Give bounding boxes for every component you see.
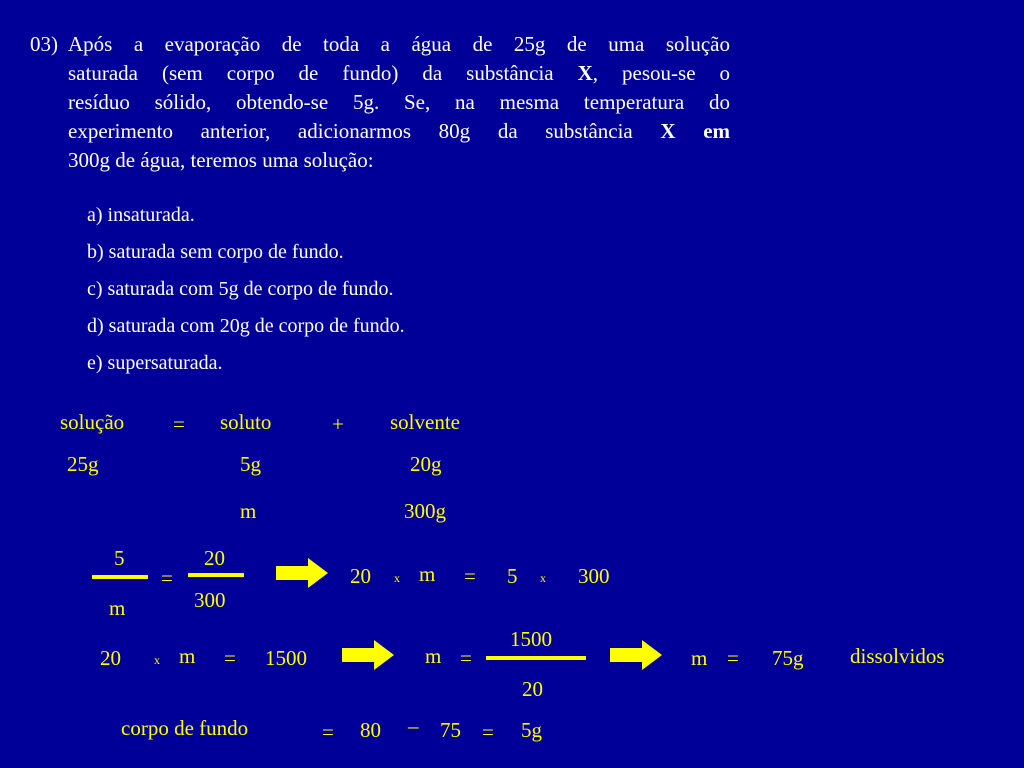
question-line: experimento anterior, adicionarmos 80g da substância X em [68, 119, 731, 143]
cross-equals: = [464, 564, 476, 588]
row1-soluto: 5g [240, 452, 261, 476]
final-a: 80 [360, 718, 381, 742]
line5-equals-2: = [460, 646, 472, 670]
header-soluto: soluto [220, 410, 272, 434]
header-equals: = [173, 412, 185, 436]
fraction1-bar [92, 575, 148, 579]
fraction2-bar [188, 573, 244, 577]
row1-solucao: 25g [67, 452, 99, 476]
line5-equals-3: = [727, 646, 739, 670]
row1-solvente: 20g [410, 452, 442, 476]
final-result: 5g [521, 718, 542, 742]
header-plus: + [332, 412, 344, 436]
fraction2-denominator: 300 [194, 588, 226, 612]
final-equals-2: = [482, 720, 494, 744]
line5-a: 20 [100, 646, 121, 670]
question-line: resíduo sólido, obtendo-se 5g. Se, na mesma temperatura do [68, 90, 730, 114]
question-line: 300g de água, teremos uma solução: [68, 148, 374, 172]
fraction3-denominator: 20 [522, 677, 543, 701]
line5-m2: m [425, 644, 442, 668]
cross-a: 20 [350, 564, 371, 588]
question [30, 30, 730, 175]
proportion-equals: = [161, 566, 173, 590]
cross-times-1: x [394, 571, 400, 585]
option-e: e) supersaturada. [87, 352, 223, 374]
question-number: 03) [30, 32, 58, 56]
question-line: saturada (sem corpo de fundo) da substância X, pesou-se o [68, 61, 731, 85]
option-b: b) saturada sem corpo de fundo. [87, 241, 344, 263]
line5-value: 1500 [265, 646, 307, 670]
final-b: 75 [440, 718, 461, 742]
line5-m: m [179, 644, 196, 668]
line5-label: dissolvidos [850, 644, 945, 668]
option-d: d) saturada com 20g de corpo de fundo. [87, 315, 405, 337]
cross-c: 300 [578, 564, 610, 588]
final-label: corpo de fundo [121, 716, 249, 740]
right-arrow-icon [342, 640, 394, 670]
header-solvente: solvente [390, 410, 460, 434]
line5-equals: = [224, 646, 236, 670]
cross-b: 5 [507, 564, 518, 588]
fraction3-numerator: 1500 [510, 627, 552, 651]
fraction1-numerator: 5 [114, 546, 125, 570]
cross-m: m [419, 562, 436, 586]
line5-times: x [154, 653, 160, 667]
option-c: c) saturada com 5g de corpo de fundo. [87, 278, 394, 300]
line5-result: 75g [772, 646, 804, 670]
right-arrow-icon [610, 640, 662, 670]
cross-times-2: x [540, 571, 546, 585]
right-arrow-icon [276, 558, 328, 588]
final-equals-1: = [322, 720, 334, 744]
line5-m3: m [691, 646, 708, 670]
fraction3-bar [486, 656, 586, 660]
row2-soluto: m [240, 499, 257, 523]
final-minus: – [408, 714, 419, 738]
row2-solvente: 300g [404, 499, 446, 523]
option-a: a) insaturada. [87, 204, 195, 226]
header-solucao: solução [60, 410, 125, 434]
fraction1-denominator: m [109, 596, 126, 620]
fraction2-numerator: 20 [204, 546, 225, 570]
question-text [68, 30, 730, 175]
question-line: Após a evaporação de toda a água de 25g de uma solução [68, 32, 730, 56]
